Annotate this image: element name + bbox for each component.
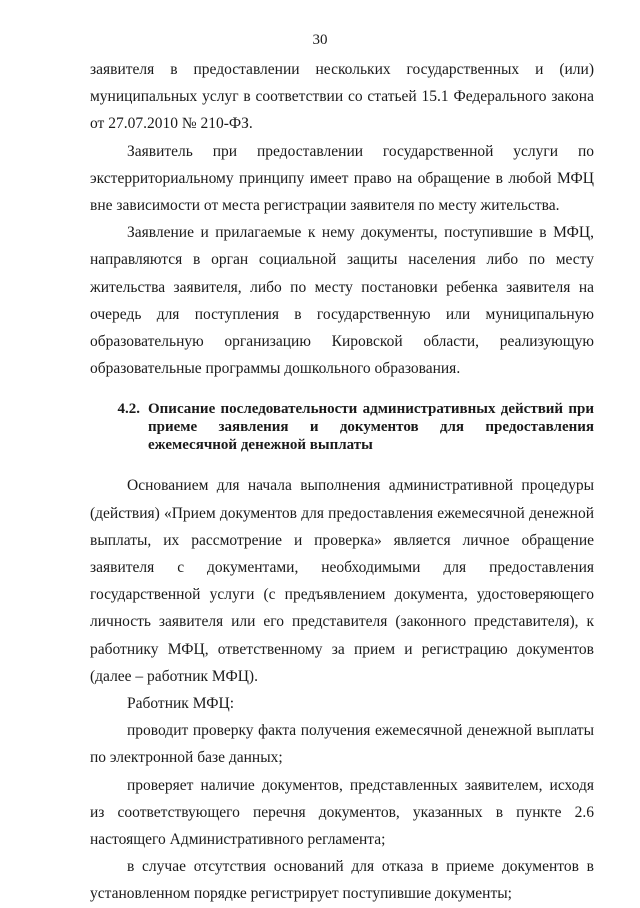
paragraph-continuation: заявителя в предоставлении нескольких государственных и (или) муниципальных услуг в соответствии со статьей 15.1 Федерального закона от 27.07.2010 № 210-ФЗ.: [90, 61, 594, 133]
document-body: [90, 56, 594, 908]
section-heading-text: Описание последовательности административных действий при приеме заявления и документов для предоставления ежемесячной денежной выплаты: [148, 401, 594, 454]
section-heading-number: 4.2.: [117, 401, 140, 418]
paragraph-check-documents: проверяет наличие документов, представленных заявителем, исходя из соответствующего перечня документов, указанных в пункте 2.6 настоящего Административного регламента;: [90, 776, 594, 849]
paragraph-register-documents: в случае отсутствия оснований для отказа в приеме документов в установленном порядке регистрирует поступившие документы;: [90, 858, 594, 903]
paragraph-procedure-basis: Основанием для начала выполнения административной процедуры (действия) «Прием документов для предоставления ежемесячной денежной выплаты, их рассмотрение и проверка» является личное обращение заявителя с документами, необходимыми для предоставления государственной услуги (с предъявлением документа, удостоверяющего личность заявителя или его представителя (законного представителя), к работнику МФЦ, ответственному за прием и регистрацию документов (далее – работник МФЦ).: [90, 477, 594, 685]
paragraph-extraterritorial: Заявитель при предоставлении государственной услуги по экстерриториальному принципу имеет право на обращение в любой МФЦ вне зависимости от места регистрации заявителя по месту жительства.: [90, 142, 594, 215]
section-heading: [90, 400, 594, 454]
page-number: 30: [312, 32, 328, 48]
paragraph-mfc-worker: Работник МФЦ:: [127, 695, 235, 713]
paragraph-check-payment: проводит проверку факта получения ежемесячной денежной выплаты по электронной базе данных;: [90, 722, 594, 767]
paragraph-documents-forwarding: Заявление и прилагаемые к нему документы, поступившие в МФЦ, направляются в орган социальной защиты населения либо по месту жительства заявителя, либо по месту постановки ребенка заявителя на очередь для поступления в государственную или муниципальную образовательную организацию Кировской области, реализующую образовательные программы дошкольного образования.: [90, 224, 594, 378]
